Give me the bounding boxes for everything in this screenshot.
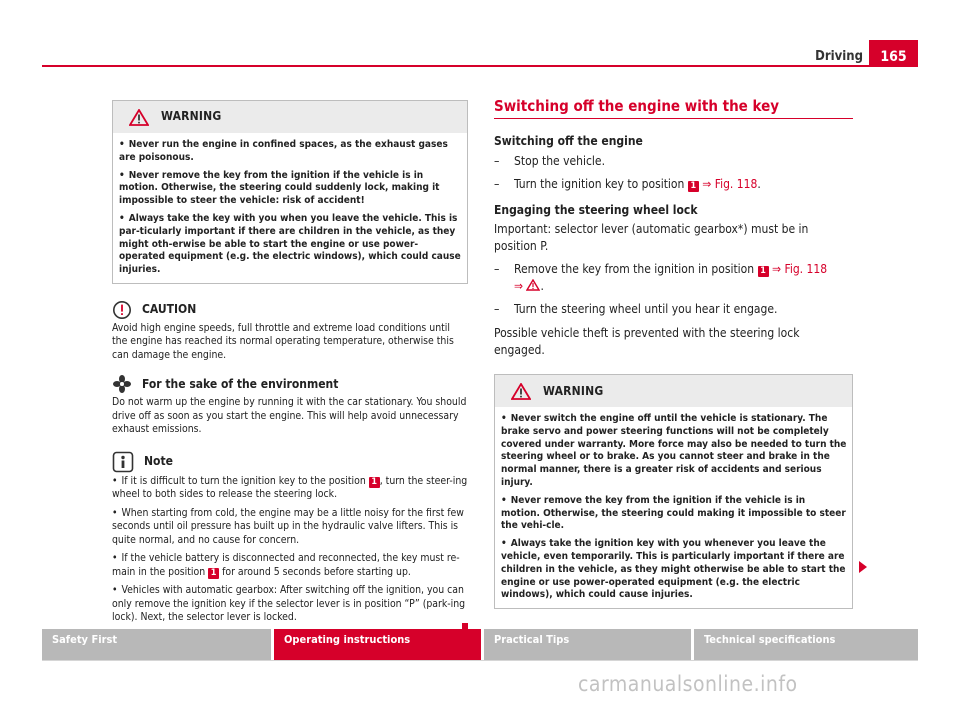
note-title: Note [144, 454, 173, 469]
note-block [112, 451, 468, 625]
warning-item: • Always take the ignition key with you whenever you leave the vehicle, even temporarily. This is particularly important if there are children in the vehicle, as they might otherwise be able to start the engine or use power-operated equipment (e.g. the electric windows), which could cause injuries. [501, 538, 846, 601]
tab-practical-tips[interactable]: Practical Tips [484, 629, 691, 660]
header-rule [42, 65, 918, 67]
warning-title: WARNING [161, 109, 222, 124]
environment-title: For the sake of the environment [142, 376, 339, 391]
warning-item: • Never switch the engine off until the vehicle is stationary. The brake servo and power steering functions will not be completely covered under warranty. More force may also be needed to turn the steering wheel or to brake. As you cannot steer and brake in the normal manner, there is a greater risk of accidents and serious injury. [501, 413, 847, 488]
left-column [112, 100, 468, 633]
subheading: Engaging the steering wheel lock [494, 203, 698, 217]
warning-triangle-icon [511, 383, 531, 400]
warning-item: • Never run the engine in confined spaces, as the exhaust gases are poisonous. [119, 139, 448, 163]
note-heading [112, 451, 468, 473]
subheading: Switching off the engine [494, 134, 643, 148]
right-column [494, 98, 853, 609]
warning-triangle-icon [129, 109, 149, 126]
warning-box-left [112, 100, 468, 284]
warning-item: • Always take the key with you when you leave the vehicle. This is par-ticularly important if there are children in the vehicle, as they might oth-erwise be able to start the engine or use power-operated equipment (e.g. the electric windows), which could cause injuries. [119, 212, 461, 276]
tab-operating-instructions[interactable]: Operating instructions [274, 629, 481, 660]
warning-box-header [495, 375, 852, 407]
warning-body [113, 133, 467, 283]
warning-body [495, 407, 852, 608]
warning-item: • Never remove the key from the ignition if the vehicle is in motion. Otherwise, the steering could making it impossible to steer the vehi-cle. [501, 494, 846, 532]
position-badge: 1 [758, 266, 769, 277]
warning-box-right [494, 374, 853, 609]
page-number: 165 [869, 40, 918, 66]
step-item: – Turn the steering wheel until you hear it engage. [494, 302, 778, 316]
warning-title: WARNING [543, 383, 604, 398]
environment-block [112, 374, 468, 437]
footer-tabs [42, 629, 918, 660]
figure-link[interactable]: ⇒ Fig. 118 [772, 262, 828, 276]
warning-box-header [113, 101, 467, 133]
step-item: – Stop the vehicle. [494, 154, 606, 168]
environment-heading [112, 374, 468, 394]
tab-safety-first[interactable]: Safety First [42, 629, 271, 660]
step-item: – Turn the ignition key to position 1 ⇒ Fig. 118. [494, 177, 761, 191]
figure-link[interactable]: ⇒ Fig. 118 [702, 177, 758, 191]
warning-item: • Never remove the key from the ignition if the vehicle is in motion. Otherwise, the steering could suddenly lock, making it impossible to steer the vehicle: risk of accident! [119, 169, 440, 207]
section-title: Driving [815, 49, 863, 64]
position-badge: 1 [369, 477, 380, 488]
section-heading: Switching off the engine with the key [494, 98, 853, 119]
important-text: Important: selector lever (automatic gearbox*) must be in position P. [494, 222, 809, 253]
leaf-clover-icon [112, 374, 132, 394]
caution-title: CAUTION [142, 302, 197, 317]
note-item: • When starting from cold, the engine may be a little noisy for the first few seconds until oil pressure has built up in the hydraulic valve lifters. This is quite normal, and no cause for concern. [112, 506, 464, 546]
continue-arrow-icon [859, 561, 867, 573]
watermark: carmanualsonline.info [578, 672, 798, 696]
summary-text: Possible vehicle theft is prevented with the steering lock engaged. [494, 326, 800, 357]
caution-block [112, 300, 468, 363]
position-badge: 1 [688, 181, 699, 192]
warning-reference-icon[interactable] [526, 279, 540, 291]
note-item: • If the vehicle battery is disconnected and reconnected, the key must re-main in the position 1 for around 5 seconds before starting up. [112, 552, 460, 578]
footer-rule [42, 660, 918, 661]
caution-heading [112, 300, 468, 320]
environment-text: Do not warm up the engine by running it with the car stationary. You should drive off as soon as you start the engine. This will help avoid unnecessary exhaust emissions. [112, 396, 467, 436]
caution-exclamation-icon [112, 300, 132, 320]
note-info-icon [112, 451, 134, 473]
position-badge: 1 [208, 568, 219, 579]
caution-text: Avoid high engine speeds, full throttle and extreme load conditions until the engine has reached its normal operating temperature, otherwise this can damage the engine. [112, 321, 454, 361]
step-item: – Remove the key from the ignition in position 1 ⇒ Fig. 118 ⇒ . [494, 262, 828, 293]
note-item: • Vehicles with automatic gearbox: After switching off the ignition, you can only remove the ignition key if the selector lever is in position “P” (park-ing lock). Next, the selector lever is locked. [112, 584, 466, 624]
tab-technical-specifications[interactable]: Technical specifications [694, 629, 918, 660]
note-item: • If it is difficult to turn the ignition key to the position 1 , turn the steer-ing wheel to both sides to release the steering lock. [112, 474, 468, 501]
